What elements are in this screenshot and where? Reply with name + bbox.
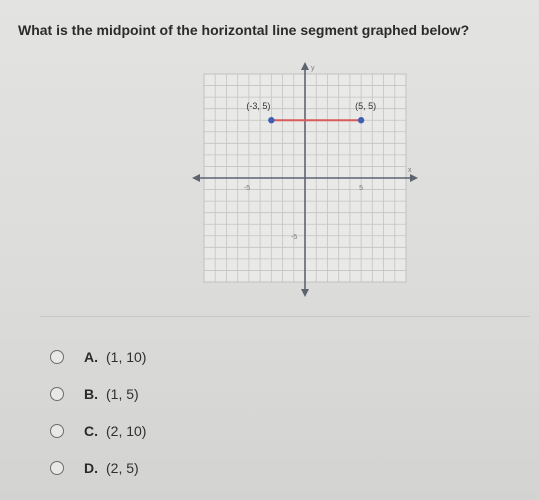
choice-b-text: (1, 5) <box>106 385 139 402</box>
question-text: What is the midpoint of the horizontal line segment graphed below? <box>18 22 470 38</box>
radio-button-d[interactable] <box>50 461 64 475</box>
radio-button-b[interactable] <box>50 387 64 401</box>
choice-c-letter: C. <box>84 422 98 439</box>
graph-svg <box>190 60 420 300</box>
choice-d-text: (2, 5) <box>106 459 139 476</box>
radio-button-c[interactable] <box>50 424 64 438</box>
x-axis-right-arrow <box>410 174 418 182</box>
coordinate-graph <box>190 60 420 300</box>
endpoint-right <box>358 117 364 123</box>
choice-d-letter: D. <box>84 459 98 476</box>
choice-c[interactable] <box>50 412 146 449</box>
y-axis-label: y <box>311 65 315 72</box>
divider <box>40 316 530 317</box>
choice-c-text: (2, 10) <box>106 422 147 439</box>
choice-a-text: (1, 10) <box>106 348 147 365</box>
y-axis-up-arrow <box>301 62 309 70</box>
endpoint-right-label: (5, 5) <box>355 101 377 112</box>
tick-label-y-neg5: -5 <box>291 233 298 241</box>
radio-button-a[interactable] <box>50 350 64 364</box>
choice-d[interactable] <box>50 449 146 486</box>
y-axis-down-arrow <box>301 289 309 297</box>
choice-a-letter: A. <box>84 348 98 365</box>
tick-label-x-5: 5 <box>359 185 364 192</box>
choice-b[interactable] <box>50 375 146 412</box>
choice-b-letter: B. <box>84 385 98 402</box>
x-axis-left-arrow <box>192 174 200 182</box>
answer-choices <box>50 338 146 486</box>
tick-label-x-neg5: -5 <box>243 185 251 192</box>
choice-a[interactable] <box>50 338 146 375</box>
x-axis-label: x <box>408 167 412 174</box>
endpoint-left-label: (-3, 5) <box>246 101 271 112</box>
endpoint-left <box>268 117 274 123</box>
